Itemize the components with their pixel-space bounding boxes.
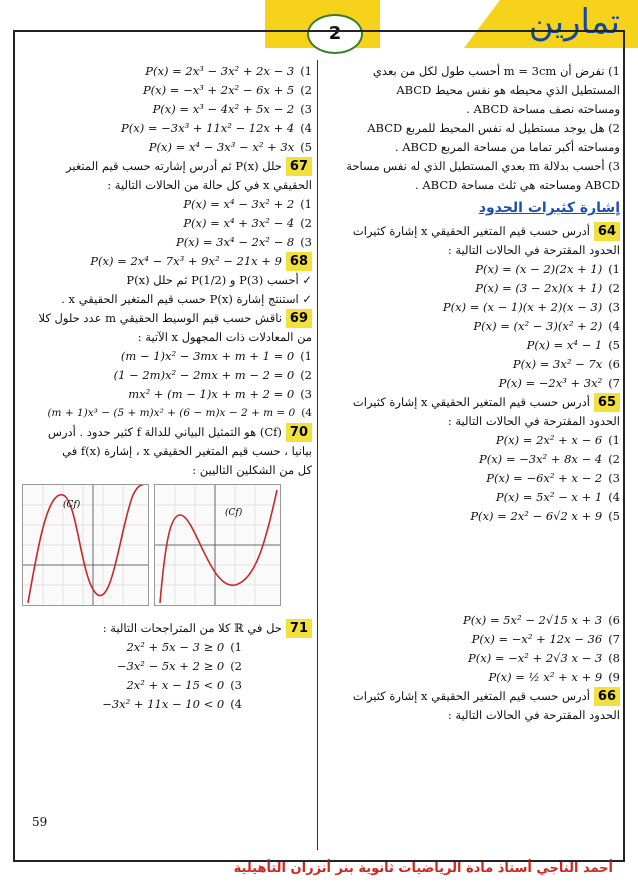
equation: P(x) = 2x² + x − 6 (1	[495, 433, 620, 447]
exercise-text: ناقش حسب قيم الوسيط الحقيقي m عدد حلول كلا	[38, 311, 282, 325]
exercise-67	[22, 157, 312, 252]
intro-line: ABCD ومساحته هي ثلث مساحة ABCD .	[415, 178, 620, 192]
equation: P(x) = −x² + 2√3 x − 3 (8	[468, 651, 620, 665]
equation: P(x) = −3x³ + 11x² − 12x + 4 (4	[120, 121, 312, 135]
exercise-number: 68	[286, 252, 312, 271]
equation: P(x) = 2x⁴ − 7x³ + 9x² − 21x + 9	[90, 254, 282, 268]
exercise-text: ✓ أحسب P(3) و P(1/2) ثم حلل P(x)	[126, 273, 312, 287]
equation: (m − 1)x² − 3mx + m + 1 = 0 (1	[120, 349, 312, 363]
exercise-number: 65	[594, 393, 620, 412]
equation: (1 − 2m)x² − 2mx + m − 2 = 0 (2	[113, 368, 312, 382]
exercise-68	[22, 252, 312, 309]
page-title: تمارين	[528, 2, 620, 42]
exercise-number: 71	[286, 619, 312, 638]
exercise-66	[325, 687, 620, 725]
exercise-text: الحقيقي x في كل حالة من الحالات التالية :	[107, 178, 312, 192]
page-number: 59	[32, 815, 48, 829]
equation: −3x² − 5x + 2 ≥ 0 (2	[116, 659, 242, 673]
equation: P(x) = 3x² − 7x (6	[512, 357, 620, 371]
intro-line: 2) هل يوجد مستطيل له نفس المحيط للمربع ABCD	[367, 121, 620, 135]
equation: P(x) = 5x² − 2√15 x + 3 (6	[463, 613, 620, 627]
graph-right	[154, 484, 281, 606]
exercise-text: بيانيا ، حسب قيم المتغير الحقيقي x ، إشارة f(x) في	[62, 444, 312, 458]
exercise-text: كل من الشكلين التاليين :	[192, 463, 312, 477]
exercise-70	[22, 423, 312, 609]
equation: P(x) = ½ x² + x + 9 (9	[488, 670, 620, 684]
exercise-text: أدرس حسب قيم المتغير الحقيقي x إشارة كثيرات	[352, 689, 590, 703]
curve-label: (Cf)	[63, 500, 81, 510]
exercise-number: 66	[594, 687, 620, 706]
exercise-69	[22, 309, 312, 423]
section-title: إشارة كثيرات الحدود	[478, 200, 620, 216]
exercise-number: 67	[286, 157, 312, 176]
equation: P(x) = −x² + 12x − 36 (7	[471, 632, 620, 646]
equation: 2x² + x − 15 < 0 (3	[126, 678, 242, 692]
equation: P(x) = 2x³ − 3x² + 2x − 3 (1	[145, 64, 312, 78]
graph-left	[22, 484, 149, 606]
equation: P(x) = −3x² + 8x − 4 (2	[478, 452, 620, 466]
equation: P(x) = x⁴ − 3x³ − x² + 3x (5	[148, 140, 312, 154]
exercise-text: حل في ℝ كلا من المتراجحات التالية :	[102, 621, 282, 635]
equation: P(x) = −6x² + x − 2 (3	[486, 471, 620, 485]
graphs	[22, 484, 312, 609]
equation: P(x) = x⁴ − 3x² + 2 (1	[183, 197, 312, 211]
equation: (m + 1)x³ − (5 + m)x² + (6 − m)x − 2 + m = 0 (4	[47, 407, 312, 419]
exercise-text: أدرس حسب قيم المتغير الحقيقي x إشارة كثيرات	[352, 224, 590, 238]
equation: mx² + (m − 1)x + m + 2 = 0 (3	[128, 387, 312, 401]
equation: P(x) = 2x² − 6√2 x + 9 (5	[470, 509, 620, 523]
exercise-number: 64	[594, 222, 620, 241]
footer-author: أحمد الناجي أستاذ مادة الرياضيات ثانوية بنر أنزران التأهيلية	[233, 861, 613, 876]
equation: P(x) = x⁴ + 3x² − 4 (2	[183, 216, 312, 230]
exercise-text: حلل P(x) ثم أدرس إشارته حسب قيم المتغير	[66, 159, 282, 173]
exercise-text: أدرس حسب قيم المتغير الحقيقي x إشارة كثيرات	[352, 395, 590, 409]
intro-line: ومساحته نصف مساحة ABCD .	[466, 102, 620, 116]
intro-text	[325, 62, 620, 195]
exercise-65	[325, 393, 620, 687]
equation: P(x) = 3x⁴ − 2x² − 8 (3	[176, 235, 312, 249]
exercise-text: الحدود المقترحة في الحالات التالية :	[447, 708, 620, 722]
equation: P(x) = (x − 2)(2x + 1) (1	[475, 262, 620, 276]
equation: P(x) = x³ − 4x² + 5x − 2 (3	[152, 102, 312, 116]
chapter-number: 2	[307, 14, 363, 54]
left-column	[22, 62, 312, 714]
exercise-text: ✓ استنتج إشارة P(x) حسب قيم المتغير الحقيقي x .	[61, 292, 312, 306]
equation: P(x) = −x³ + 2x² − 6x + 5 (2	[142, 83, 312, 97]
equation: P(x) = −2x³ + 3x² (7	[498, 376, 620, 390]
exercise-64	[325, 222, 620, 393]
exercise-text: (Cf) هو التمثيل البياني للدالة f كثير حدود . أدرس	[47, 425, 282, 439]
intro-line: المستطيل الذي محيطه هو نفس محيط ABCD	[396, 83, 620, 97]
equation: P(x) = (x² − 3)(x² + 2) (4	[473, 319, 620, 333]
equation: P(x) = 5x² − x + 1 (4	[495, 490, 620, 504]
exercise-number: 70	[286, 423, 312, 442]
column-divider	[317, 60, 318, 850]
curve-label: (Cf)	[225, 508, 243, 518]
intro-line: 3) أحسب بدلالة m بعدي المستطيل الذي له نفس مساحة	[346, 159, 620, 173]
exercise-text: من المعادلات ذات المجهول x الآتية :	[137, 330, 312, 344]
right-column	[325, 62, 620, 725]
equation: 2x² + 5x − 3 ≥ 0 (1	[126, 640, 242, 654]
intro-line: 1) نفرض أن m = 3cm أحسب طول لكل من بعدي	[372, 64, 620, 78]
exercise-71	[22, 619, 312, 714]
equation: P(x) = x⁴ − 1 (5	[526, 338, 620, 352]
exercise-number: 69	[286, 309, 312, 328]
equation: P(x) = (3 − 2x)(x + 1) (2	[475, 281, 620, 295]
exercise-text: الحدود المقترحة في الحالات التالية :	[447, 414, 620, 428]
exercise-text: الحدود المقترحة في الحالات التالية :	[447, 243, 620, 257]
intro-line: ومساحته أكبر تماما من مساحة المربع ABCD .	[394, 140, 620, 154]
equation: −3x² + 11x − 10 < 0 (4	[102, 697, 242, 711]
equation: P(x) = (x − 1)(x + 2)(x − 3) (3	[442, 300, 620, 314]
